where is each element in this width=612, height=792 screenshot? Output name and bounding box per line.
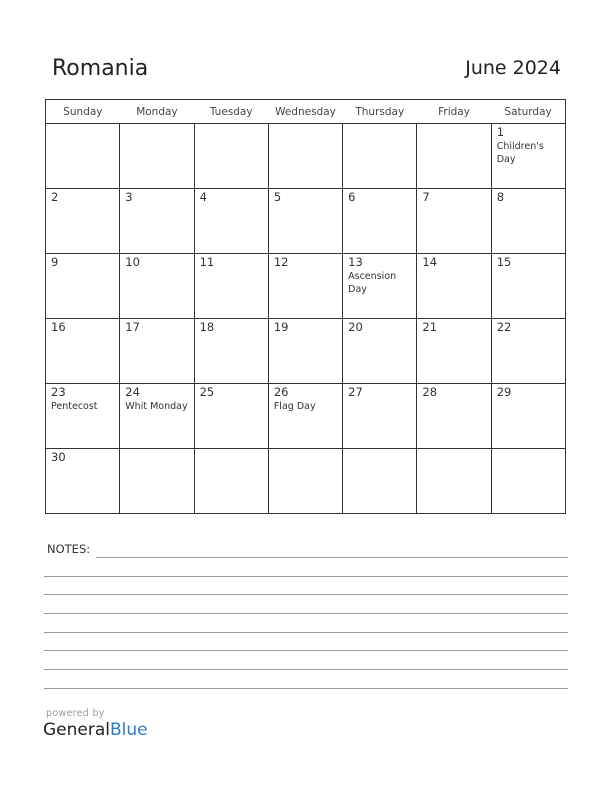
day-cell [46, 124, 120, 189]
notes-line [96, 557, 568, 558]
weekday-header-row [46, 100, 566, 124]
week-row [46, 124, 566, 189]
day-cell [491, 449, 565, 514]
holiday-label: Whit Monday [125, 401, 188, 412]
generalblue-logo[interactable] [43, 720, 148, 740]
day-number: 19 [273, 320, 289, 334]
month-year-title: June 2024 [465, 57, 561, 79]
day-number: 7 [422, 190, 430, 204]
week-row [46, 254, 566, 319]
day-cell [268, 319, 342, 384]
day-cell [417, 319, 491, 384]
day-cell [120, 189, 194, 254]
day-number: 12 [273, 255, 289, 269]
day-number: 29 [496, 385, 512, 399]
week-row [46, 449, 566, 514]
day-cell [46, 189, 120, 254]
day-number: 3 [125, 190, 133, 204]
day-number: 27 [348, 385, 363, 399]
day-number: 4 [199, 190, 207, 204]
weekday-header: Sunday [46, 100, 120, 124]
day-cell [417, 254, 491, 319]
brand-general: General [43, 720, 110, 740]
notes-line [44, 688, 568, 689]
day-cell [194, 124, 268, 189]
day-number: 1 [496, 125, 505, 139]
day-cell [417, 124, 491, 189]
day-number: 25 [199, 385, 215, 399]
day-cell [491, 124, 565, 189]
day-number: 14 [422, 255, 438, 269]
notes-line [44, 669, 568, 670]
day-cell [268, 189, 342, 254]
holiday-label: Children's Day [496, 141, 544, 165]
country-title: Romania [52, 56, 149, 81]
weekday-header: Tuesday [194, 100, 268, 124]
weekday-header: Friday [417, 100, 491, 124]
day-cell [268, 449, 342, 514]
notes-line [44, 632, 568, 633]
week-row [46, 189, 566, 254]
day-cell [120, 319, 194, 384]
day-number: 2 [51, 190, 59, 204]
day-cell [120, 124, 194, 189]
notes-line [44, 576, 568, 577]
calendar-grid [45, 99, 566, 514]
day-cell [194, 384, 268, 449]
day-cell [46, 449, 120, 514]
day-number: 6 [348, 190, 356, 204]
day-cell [120, 254, 194, 319]
day-number: 26 [273, 385, 289, 399]
brand-blue: Blue [110, 720, 148, 740]
day-cell [268, 384, 342, 449]
day-cell [46, 254, 120, 319]
day-number: 24 [125, 385, 140, 399]
day-number: 23 [51, 385, 66, 399]
day-cell [120, 449, 194, 514]
day-number: 9 [51, 255, 59, 269]
day-number: 17 [125, 320, 140, 334]
day-cell [343, 384, 417, 449]
day-cell [194, 449, 268, 514]
day-number: 15 [496, 255, 512, 269]
day-number: 18 [199, 320, 215, 334]
day-cell [491, 189, 565, 254]
day-number: 10 [125, 255, 140, 269]
day-cell [268, 124, 342, 189]
week-row [46, 384, 566, 449]
day-cell [491, 384, 565, 449]
weekday-header: Wednesday [268, 100, 342, 124]
day-number: 13 [348, 255, 363, 269]
powered-by-text: powered by [46, 708, 105, 719]
holiday-label: Ascension Day [348, 271, 397, 295]
weekday-header: Saturday [491, 100, 565, 124]
notes-line [44, 650, 568, 651]
day-cell [46, 319, 120, 384]
day-number: 20 [348, 320, 363, 334]
day-cell [343, 254, 417, 319]
notes-line [44, 613, 568, 614]
day-cell [343, 319, 417, 384]
day-number: 22 [496, 320, 512, 334]
day-number: 28 [422, 385, 438, 399]
day-cell [120, 384, 194, 449]
weekday-header: Monday [120, 100, 194, 124]
day-cell [491, 319, 565, 384]
day-cell [194, 189, 268, 254]
day-cell [417, 189, 491, 254]
day-cell [417, 384, 491, 449]
day-number: 16 [51, 320, 66, 334]
weekday-header: Thursday [343, 100, 417, 124]
day-cell [343, 449, 417, 514]
day-cell [343, 124, 417, 189]
day-number: 11 [199, 255, 215, 269]
notes-label: NOTES: [47, 542, 91, 556]
day-cell [194, 254, 268, 319]
day-number: 30 [51, 450, 66, 464]
day-cell [491, 254, 565, 319]
day-cell [417, 449, 491, 514]
day-number: 8 [496, 190, 505, 204]
day-cell [343, 189, 417, 254]
day-cell [194, 319, 268, 384]
holiday-label: Pentecost [51, 401, 98, 412]
holiday-label: Flag Day [273, 401, 316, 412]
notes-line [44, 594, 568, 595]
day-number: 5 [273, 190, 282, 204]
day-cell [46, 384, 120, 449]
day-cell [268, 254, 342, 319]
week-row [46, 319, 566, 384]
day-number: 21 [422, 320, 438, 334]
